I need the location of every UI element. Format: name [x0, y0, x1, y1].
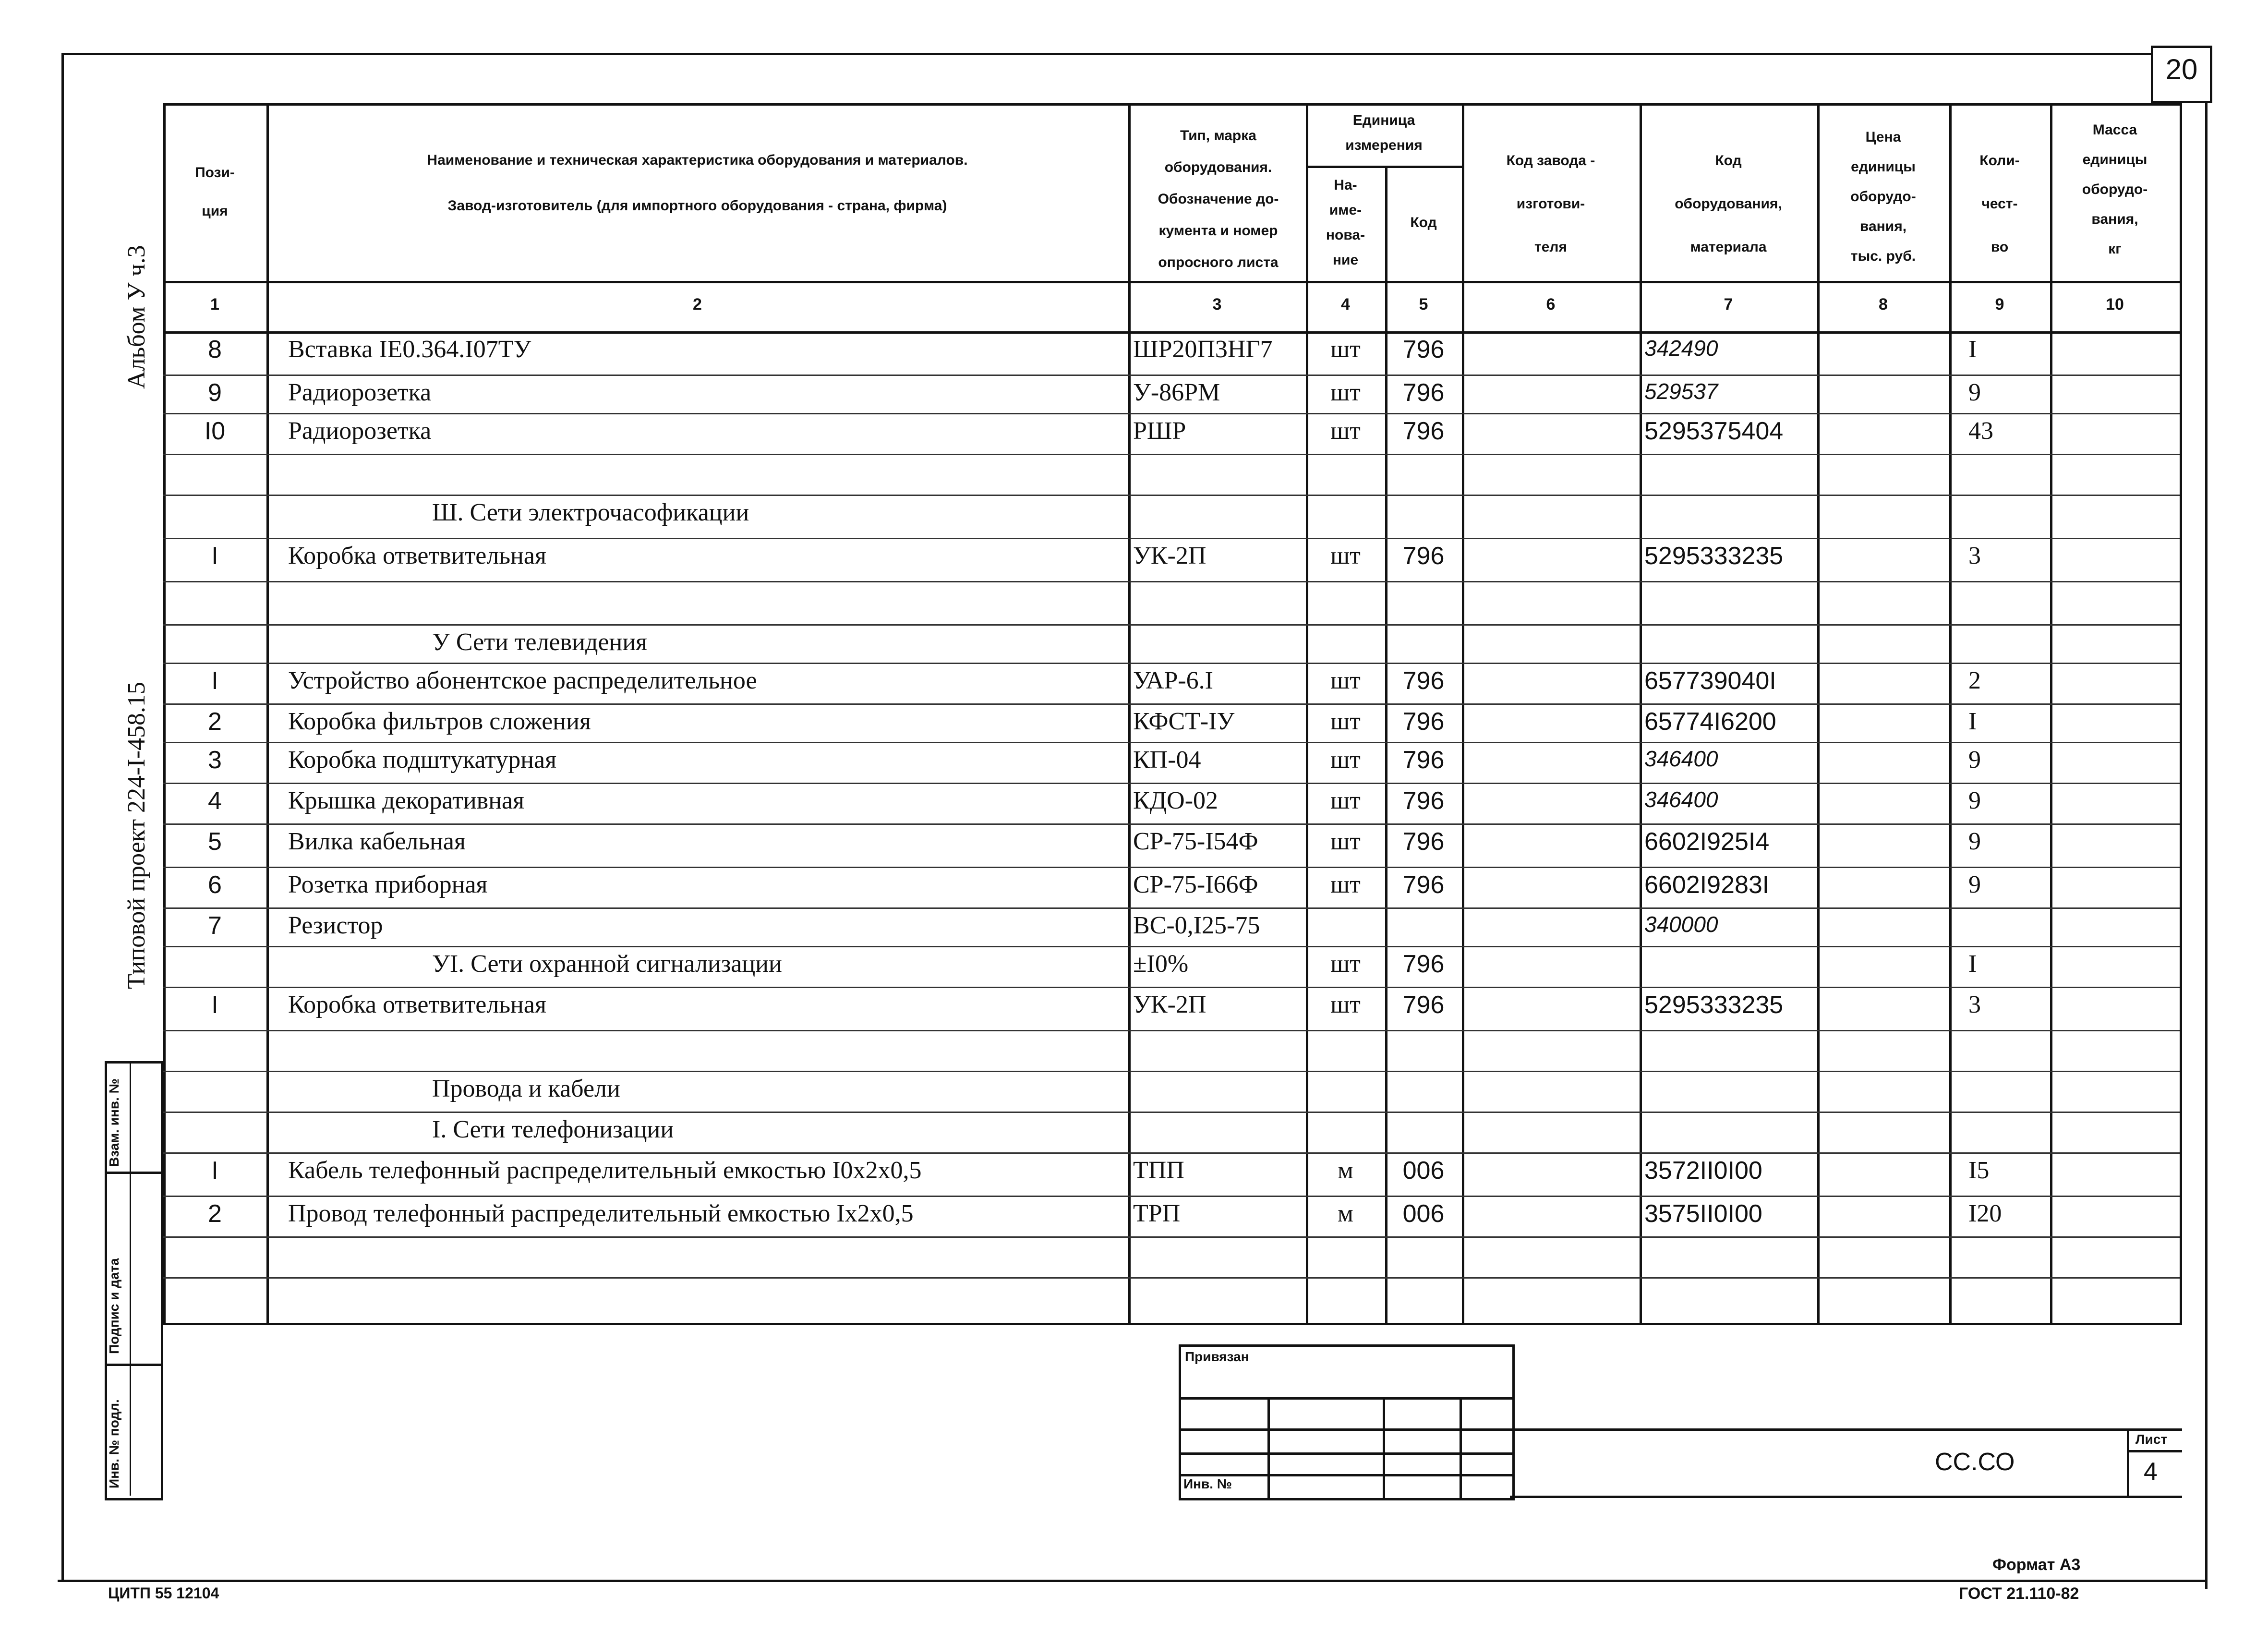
cell-qty: I5 — [1968, 1157, 1990, 1184]
cell-mat: 346400 — [1644, 787, 1718, 812]
footer-format: Формат А3 — [1992, 1556, 2081, 1574]
row-line — [163, 413, 2180, 414]
title-block-bottom — [1510, 1496, 2182, 1498]
cell-mat: 6602I9283I — [1644, 871, 1770, 899]
cell-qty: 9 — [1968, 746, 1981, 774]
cell-pos: 9 — [208, 379, 222, 407]
cell-type: СР-75-I66Ф — [1133, 871, 1258, 898]
row-line — [163, 1236, 2180, 1238]
colnum-4: 4 — [1341, 295, 1350, 314]
cell-mat: 529537 — [1644, 379, 1718, 404]
cell-name: Устройство абонентское распределительное — [288, 667, 757, 694]
row-line — [163, 823, 2180, 825]
stamp-divider-v — [130, 1061, 131, 1496]
bound-vline — [1267, 1397, 1270, 1498]
cell-mat: 3572II0I00 — [1644, 1157, 1762, 1185]
cell-unit: шт — [1330, 828, 1361, 855]
cell-code: 796 — [1402, 417, 1445, 445]
cell-qty: 3 — [1968, 991, 1981, 1018]
hdr-name-line1: Наименование и техническая характеристика оборудования и материалов. — [427, 152, 968, 168]
cell-type: КДО-02 — [1133, 787, 1218, 814]
hdr-position: Пози- ция — [195, 165, 235, 219]
cell-code: 796 — [1402, 828, 1445, 856]
cell-qty: 2 — [1968, 667, 1981, 694]
cell-unit: шт — [1330, 336, 1361, 363]
cell-type: КП-04 — [1133, 746, 1201, 774]
cell-qty: I20 — [1968, 1200, 2002, 1227]
frame-right — [2205, 53, 2208, 1589]
cell-qty: 43 — [1968, 417, 1993, 445]
cell-unit: шт — [1330, 991, 1361, 1018]
row-line — [163, 783, 2180, 784]
cell-name: Коробка ответвительная — [288, 991, 546, 1018]
row-line — [163, 624, 2180, 626]
col-line — [1462, 103, 1464, 1323]
hdr-type: Тип, марка оборудования. Обозначение до- кумента и номер опросного листа — [1158, 128, 1279, 270]
cell-code: 006 — [1402, 1200, 1445, 1228]
cell-type: УК-2П — [1133, 542, 1206, 569]
row-line — [163, 1196, 2180, 1197]
colnum-8: 8 — [1879, 295, 1888, 314]
cell-qty: 9 — [1968, 379, 1981, 406]
cell-qty: I — [1968, 336, 1977, 363]
unit-subheader-line — [1306, 166, 1462, 168]
cell-code: 796 — [1402, 991, 1445, 1019]
row-line — [163, 538, 2180, 539]
cell-type: РШР — [1133, 417, 1186, 445]
cell-pos: 8 — [208, 336, 222, 363]
cell-mat: 342490 — [1644, 336, 1718, 361]
cell-mat: 657739040I — [1644, 667, 1776, 695]
cell-name: Вилка кабельная — [288, 828, 466, 855]
col-line — [1128, 103, 1131, 1323]
row-line — [163, 703, 2180, 705]
cell-unit: шт — [1330, 746, 1361, 774]
cell-pos: I — [211, 1157, 218, 1185]
cell-code: 796 — [1402, 787, 1445, 815]
cell-qty: 9 — [1968, 787, 1981, 814]
cell-type: ВС-0,I25-75 — [1133, 912, 1260, 939]
header-bottom — [163, 281, 2180, 283]
cell-pos: I0 — [204, 417, 226, 445]
cell-name: Розетка приборная — [288, 871, 488, 898]
colnum-bottom — [163, 331, 2180, 334]
cell-name: Резистор — [288, 912, 383, 939]
colnum-1: 1 — [210, 295, 219, 314]
row-line — [163, 1071, 2180, 1072]
cell-mat: 5295333235 — [1644, 991, 1784, 1019]
cell-unit: шт — [1330, 787, 1361, 814]
cell-name: Коробка ответвительная — [288, 542, 546, 569]
cell-pos: 4 — [208, 787, 222, 815]
cell-pos: I — [211, 667, 218, 695]
colnum-2: 2 — [693, 295, 702, 314]
colnum-7: 7 — [1724, 295, 1733, 314]
cell-qty: 9 — [1968, 828, 1981, 855]
stamp-label-replace: Взам. инв. № — [107, 1078, 121, 1167]
cell-name: УI. Сети охранной сигнализации — [432, 950, 782, 978]
row-line — [163, 907, 2180, 909]
hdr-name-line2: Завод-изготовитель (для импортного оборудования - страна, фирма) — [447, 198, 947, 214]
cell-name: Крышка декоративная — [288, 787, 525, 814]
sheet-label: Лист — [2135, 1432, 2168, 1447]
bound-line — [1179, 1397, 1512, 1400]
hdr-unit-code: Код — [1410, 215, 1437, 230]
cell-type: СР-75-I54Ф — [1133, 828, 1258, 855]
row-line — [163, 742, 2180, 743]
doc-code: СС.СО — [1935, 1448, 2015, 1476]
cell-type: ШР20П3НГ7 — [1133, 336, 1273, 363]
cell-mat: 3575II0I00 — [1644, 1200, 1762, 1228]
cell-name: I. Сети телефонизации — [432, 1116, 674, 1143]
col-line — [1949, 103, 1952, 1323]
cell-name: Вставка IЕ0.364.I07ТУ — [288, 336, 531, 363]
cell-code: 796 — [1402, 542, 1445, 570]
cell-pos: 2 — [208, 1200, 222, 1228]
row-line — [163, 867, 2180, 868]
frame-top — [61, 53, 2208, 55]
row-line — [163, 375, 2180, 376]
cell-type: УАР-6.I — [1133, 667, 1213, 694]
frame-bottom — [58, 1580, 2208, 1582]
hdr-quantity: Коли- чест- во — [1979, 153, 2020, 255]
cell-name: Радиорозетка — [288, 417, 432, 445]
colnum-9: 9 — [1995, 295, 2004, 314]
stamp-label-sign: Подпис и дата — [107, 1258, 121, 1354]
cell-code: 796 — [1402, 950, 1445, 978]
cell-name: Провод телефонный распределительный емкостью Ix2x0,5 — [288, 1200, 914, 1227]
row-line — [163, 581, 2180, 582]
cell-qty: 9 — [1968, 871, 1981, 898]
col-line — [2050, 103, 2052, 1323]
table-right — [2180, 103, 2182, 1323]
title-block-top — [1510, 1428, 2182, 1431]
cell-mat: 5295375404 — [1644, 417, 1784, 445]
col-line — [1640, 103, 1642, 1323]
cell-unit: м — [1338, 1200, 1353, 1227]
cell-code: 796 — [1402, 708, 1445, 736]
side-album: Альбом У ч.3 — [123, 245, 150, 389]
row-line — [163, 663, 2180, 664]
cell-name: У Сети телевидения — [432, 629, 648, 656]
side-project: Типовой проект 224-I-458.15 — [123, 682, 150, 989]
hdr-material-code: Код оборудования, материала — [1675, 153, 1782, 255]
cell-code: 796 — [1402, 379, 1445, 407]
cell-mat: 346400 — [1644, 746, 1718, 771]
page-number: 20 — [2165, 53, 2198, 85]
bound-line — [1179, 1428, 1512, 1431]
stamp-divider — [105, 1172, 161, 1174]
row-line — [163, 454, 2180, 455]
cell-unit: шт — [1330, 379, 1361, 406]
cell-type: УК-2П — [1133, 991, 1206, 1018]
cell-name: Коробка подштукатурная — [288, 746, 557, 774]
row-line — [163, 1030, 2180, 1031]
row-line — [163, 1152, 2180, 1154]
hdr-factory-code: Код завода - изготови- теля — [1506, 153, 1595, 255]
cell-code: 796 — [1402, 336, 1445, 363]
cell-pos: I — [211, 991, 218, 1019]
row-line — [163, 495, 2180, 496]
cell-pos: I — [211, 542, 218, 570]
cell-name: Коробка фильтров сложения — [288, 708, 591, 735]
cell-pos: 5 — [208, 828, 222, 856]
hdr-unit-name: На- име- нова- ние — [1326, 177, 1365, 268]
hdr-price: Цена единицы оборудо- вания, тыс. руб. — [1850, 129, 1916, 264]
cell-type: ±I0% — [1133, 950, 1189, 978]
cell-type: У-86РМ — [1133, 379, 1220, 406]
stamp-divider — [105, 1364, 161, 1366]
cell-qty: I — [1968, 708, 1977, 735]
cell-unit: шт — [1330, 950, 1361, 978]
sheet-divider — [2127, 1450, 2182, 1452]
footer-left: ЦИТП 55 12104 — [108, 1584, 219, 1602]
colnum-10: 10 — [2106, 295, 2124, 314]
colnum-6: 6 — [1546, 295, 1556, 314]
cell-code: 796 — [1402, 746, 1445, 774]
cell-name: Провода и кабели — [432, 1075, 620, 1102]
footer-gost: ГОСТ 21.110-82 — [1959, 1584, 2079, 1603]
cell-mat: 6602I925I4 — [1644, 828, 1770, 856]
stamp-label-inv: Инв. № подл. — [107, 1399, 121, 1488]
cell-code: 796 — [1402, 871, 1445, 899]
bound-label: Привязан — [1185, 1349, 1249, 1364]
cell-unit: шт — [1330, 417, 1361, 445]
sheet-number: 4 — [2144, 1458, 2158, 1486]
cell-mat: 340000 — [1644, 912, 1718, 937]
cell-type: ТРП — [1133, 1200, 1181, 1227]
cell-name: Радиорозетка — [288, 379, 432, 406]
row-line — [163, 946, 2180, 947]
cell-qty: 3 — [1968, 542, 1981, 569]
row-line — [163, 987, 2180, 988]
bound-vline — [1460, 1397, 1462, 1498]
cell-pos: 3 — [208, 746, 222, 774]
cell-pos: 2 — [208, 708, 222, 736]
cell-unit: шт — [1330, 871, 1361, 898]
cell-type: КФСТ-IУ — [1133, 708, 1235, 735]
frame-left — [61, 53, 64, 1582]
bound-vline — [1383, 1397, 1385, 1498]
cell-name: Кабель телефонный распределительный емкостью I0x2x0,5 — [288, 1157, 922, 1184]
cell-mat: 5295333235 — [1644, 542, 1784, 570]
cell-unit: шт — [1330, 708, 1361, 735]
cell-unit: шт — [1330, 542, 1361, 569]
cell-pos: 6 — [208, 871, 222, 899]
cell-qty: I — [1968, 950, 1977, 978]
colnum-3: 3 — [1212, 295, 1222, 314]
inv-label: Инв. № — [1183, 1476, 1232, 1491]
cell-unit: м — [1338, 1157, 1353, 1184]
cell-mat: 65774I6200 — [1644, 708, 1776, 736]
hdr-unit: Единица измерения — [1345, 112, 1423, 153]
col-line — [1817, 103, 1820, 1323]
row-line — [163, 1112, 2180, 1113]
cell-type: ТПП — [1133, 1157, 1184, 1184]
cell-code: 796 — [1402, 667, 1445, 695]
cell-name: Ш. Сети электрочасофикации — [432, 499, 749, 526]
colnum-5: 5 — [1419, 295, 1428, 314]
cell-pos: 7 — [208, 912, 222, 940]
hdr-mass: Масса единицы оборудо- вания, кг — [2082, 122, 2148, 257]
cell-unit: шт — [1330, 667, 1361, 694]
cell-code: 006 — [1402, 1157, 1445, 1185]
col-line — [266, 103, 269, 1323]
bound-line — [1179, 1452, 1512, 1455]
row-line — [163, 1277, 2180, 1279]
